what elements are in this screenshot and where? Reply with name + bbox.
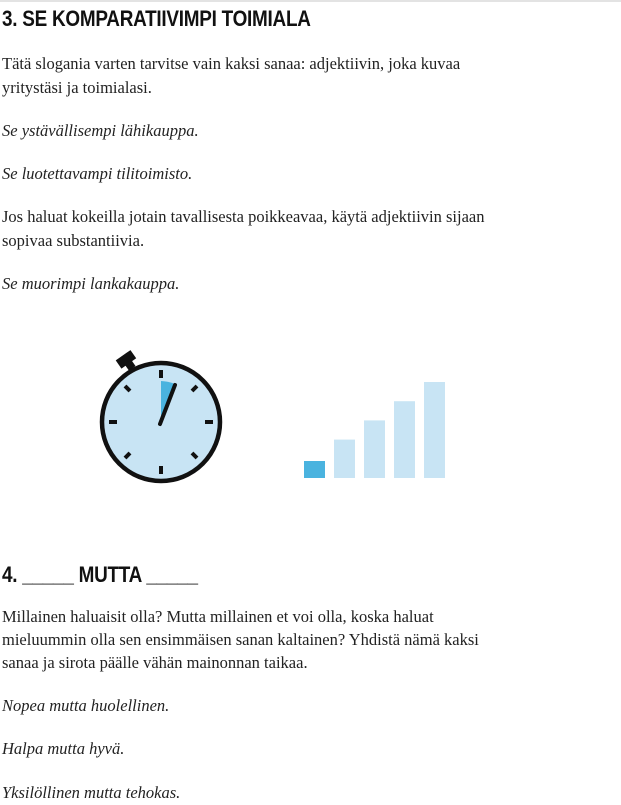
bar-2	[334, 440, 355, 478]
bar-5	[424, 382, 445, 478]
section-3-tip-line-1: Jos haluat kokeilla jotain tavallisesta poikkeavaa, käytä adjektiivin sijaan	[2, 207, 485, 226]
section-3-intro-line-1: Tätä slogania varten tarvitse vain kaksi sanaa: adjektiivin, joka kuvaa	[2, 54, 461, 73]
section-3-example-1: Se ystävällisempi lähikauppa.	[2, 121, 199, 140]
section-3-example-2: Se luotettavampi tilitoimisto.	[2, 164, 193, 183]
section-3-intro-line-2: yritystäsi ja toimialasi.	[2, 78, 152, 97]
section-4-heading: 4. _____ MUTTA _____	[2, 562, 198, 587]
bar-3	[364, 420, 385, 478]
bar-chart-icon	[300, 380, 450, 480]
section-4-intro-line-2: mieluummin olla sen ensimmäisen sanan kaltainen? Yhdistä nämä kaksi	[2, 630, 479, 649]
section-3-example-3: Se muorimpi lankakauppa.	[2, 274, 180, 293]
stopwatch-icon	[92, 348, 232, 488]
top-divider	[0, 0, 621, 2]
section-3-heading: 3. SE KOMPARATIIVIMPI TOIMIALA	[2, 6, 311, 31]
section-4-intro-line-1: Millainen haluaisit olla? Mutta millainen et voi olla, koska haluat	[2, 607, 434, 626]
bar-1	[304, 461, 325, 478]
section-3-tip-line-2: sopivaa substantiivia.	[2, 231, 145, 250]
section-4-example-1: Nopea mutta huolellinen.	[2, 696, 170, 715]
section-4-intro-line-3: sanaa ja sirota päälle vähän mainonnan taikaa.	[2, 653, 308, 672]
section-4-example-2: Halpa mutta hyvä.	[2, 739, 125, 758]
section-4-example-3: Yksilöllinen mutta tehokas.	[2, 783, 181, 802]
bar-4	[394, 401, 415, 478]
